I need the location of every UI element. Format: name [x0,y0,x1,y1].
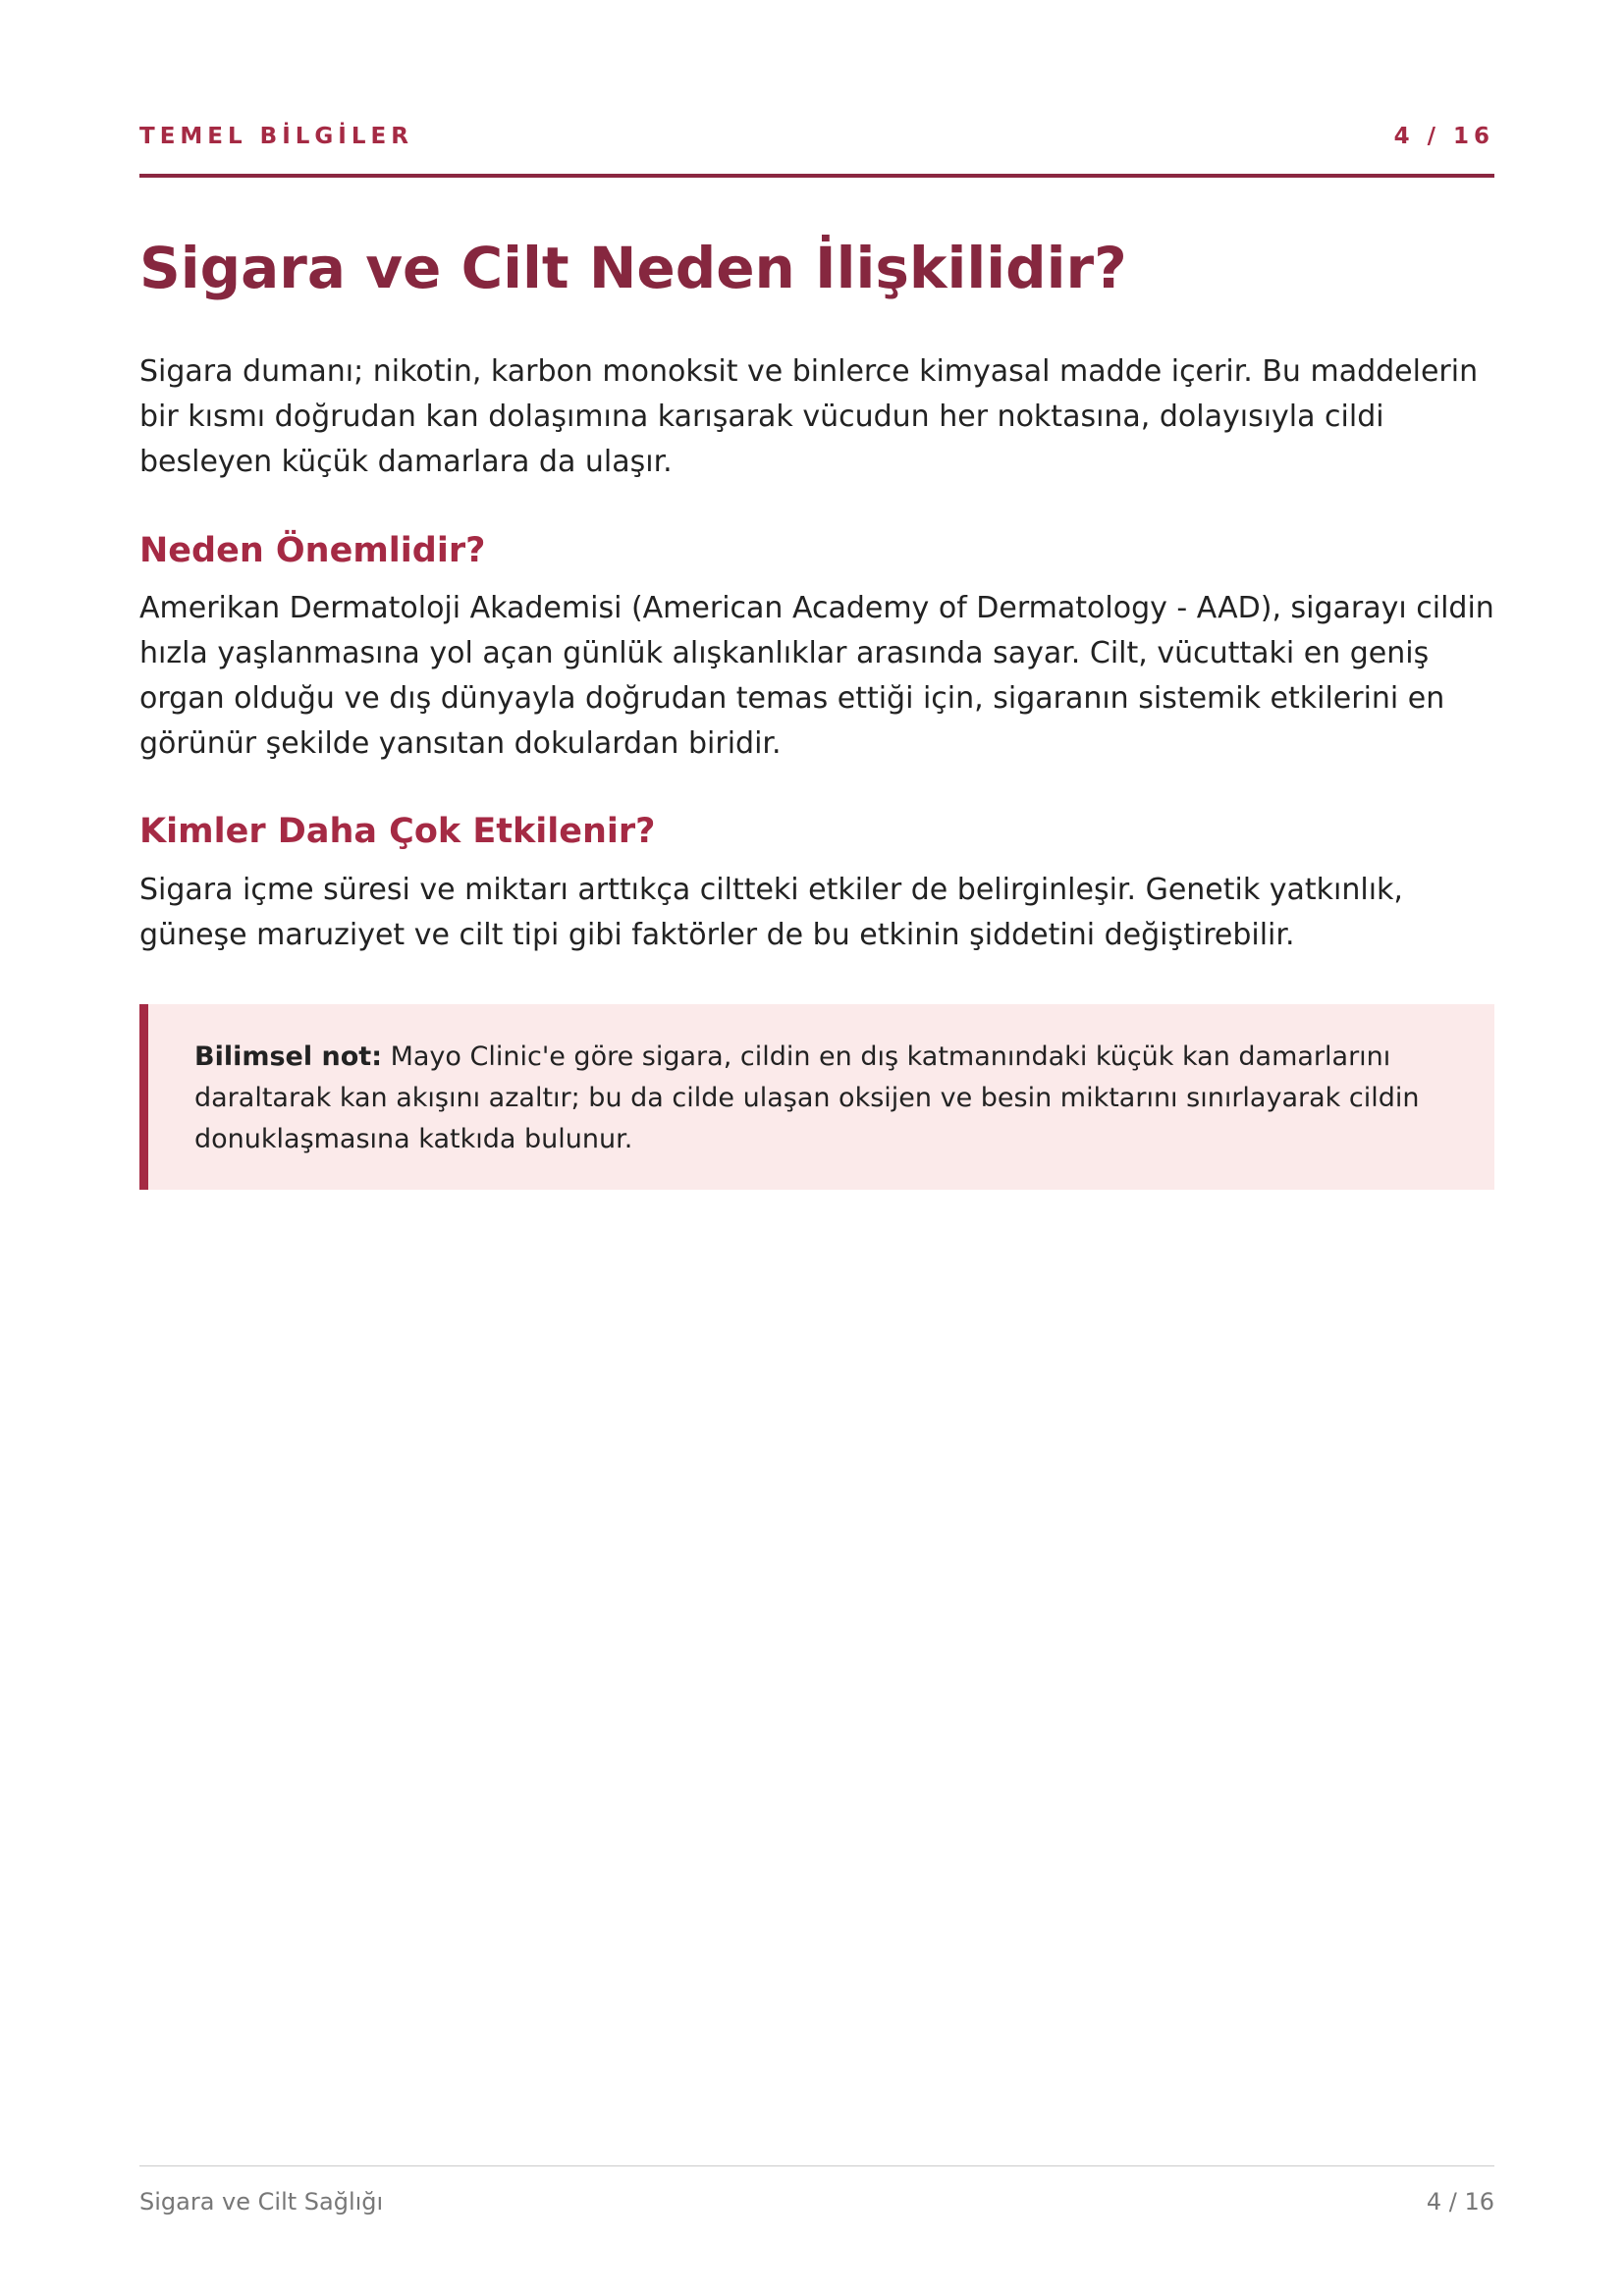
section-body-importance: Amerikan Dermatoloji Akademisi (American Academy of Dermatology - AAD), sigarayı cildin hızla yaşlanmasına yol açan günlük alışkanlıklar arasında sayar. Cilt, vücuttaki en geniş organ olduğu ve dış dünyayla doğrudan temas ettiği için, sigaranın sistemik etkilerini en görünür şekilde yansıtan dokulardan biridir. [139,591,1494,761]
page-title: Sigara ve Cilt Neden İlişkilidir? [139,235,1127,301]
section-label: TEMEL BİLGİLER [139,124,413,149]
section-heading-importance: Neden Önemlidir? [139,531,486,570]
scientific-note-callout [139,1004,1494,1190]
section-heading-affected: Kimler Daha Çok Etkilenir? [139,812,656,851]
note-label: Bilimsel not: [194,1041,382,1072]
footer-divider [139,2165,1494,2166]
intro-paragraph: Sigara dumanı; nikotin, karbon monoksit ve binlerce kimyasal madde içerir. Bu maddelerin bir kısmı doğrudan kan dolaşımına karışarak vücudun her noktasına, dolayısıyla cildi besleyen küçük damarlara da ulaşır. [139,354,1479,479]
note-text: Mayo Clinic'e göre sigara, cildin en dış katmanındaki küçük kan damarlarını daraltarak kan akışını azaltır; bu da cilde ulaşan oksijen ve besin miktarını sınırlayarak cildin donuklaşmasına katkıda bulunur. [194,1041,1420,1154]
document-page [139,0,1494,2296]
footer-page-indicator: 4 / 16 [1426,2188,1494,2216]
header-page-indicator: 4 / 16 [1393,124,1494,149]
section-body-affected: Sigara içme süresi ve miktarı arttıkça ciltteki etkiler de belirginleşir. Genetik yatkınlık, güneşe maruziyet ve cilt tipi gibi faktörler de bu etkinin şiddetini değiştirebilir. [139,873,1403,952]
page-footer [139,2187,1494,2216]
footer-document-title: Sigara ve Cilt Sağlığı [139,2188,384,2216]
header-divider [139,174,1494,178]
running-header [139,122,1494,151]
